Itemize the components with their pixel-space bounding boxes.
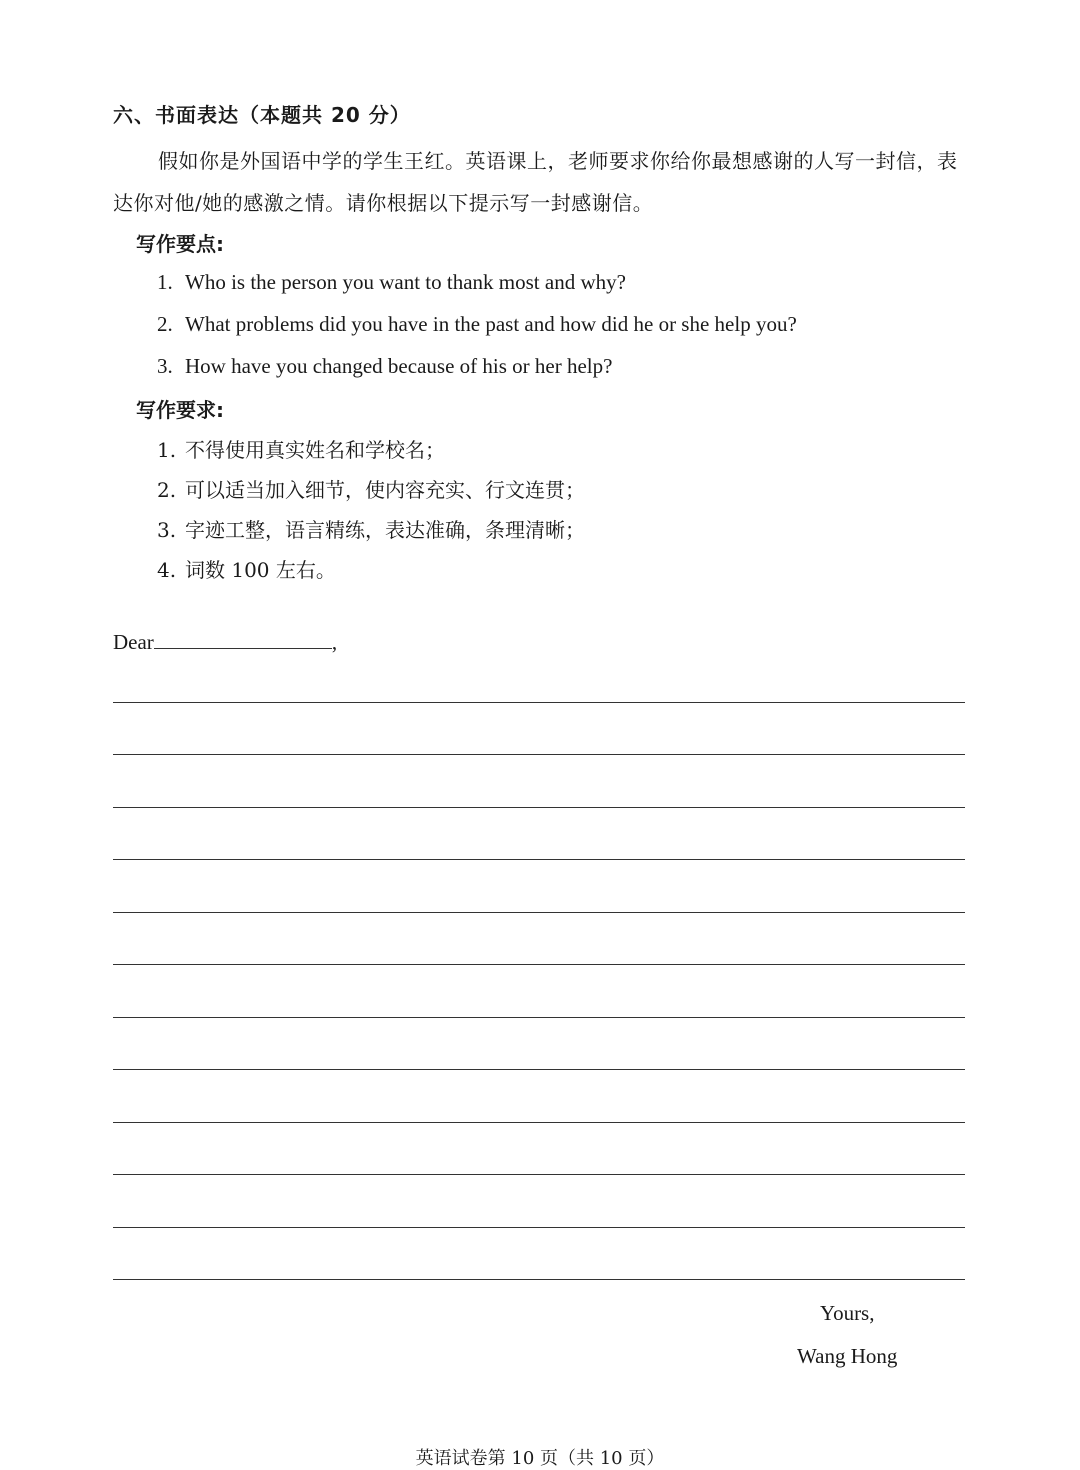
- writing-line[interactable]: [113, 1069, 965, 1070]
- writing-line[interactable]: [113, 964, 965, 965]
- letter-signature: Wang Hong: [797, 1344, 898, 1368]
- item-text: 可以适当加入细节，使内容充实、行文连贯；: [185, 478, 585, 502]
- item-text: What problems did you have in the past and how did he or she help you?: [185, 312, 797, 336]
- item-number: 1.: [157, 438, 177, 462]
- page-footer: 英语试卷第 10 页（共 10 页）: [415, 1448, 665, 1469]
- writing-line[interactable]: [113, 1174, 965, 1175]
- item-number: 4.: [157, 558, 177, 582]
- writing-line[interactable]: [113, 912, 965, 913]
- item-number: 3.: [157, 518, 177, 542]
- writing-line[interactable]: [113, 754, 965, 755]
- letter-salutation: [113, 630, 337, 655]
- key-points-heading: 写作要点:: [136, 232, 224, 256]
- key-point-item: [157, 312, 797, 337]
- writing-line[interactable]: [113, 859, 965, 860]
- item-text: 字迹工整，语言精练，表达准确，条理清晰；: [185, 518, 585, 542]
- item-text: 词数 100 左右。: [185, 558, 336, 582]
- key-point-item: [157, 270, 626, 295]
- item-text: Who is the person you want to thank most and why?: [185, 270, 626, 294]
- item-number: 2.: [157, 478, 177, 502]
- section-title: 六、书面表达（本题共 20 分）: [113, 103, 411, 127]
- salutation-comma: ,: [331, 630, 338, 654]
- requirement-item: [157, 554, 336, 583]
- item-text: 不得使用真实姓名和学校名；: [185, 438, 445, 462]
- requirements-heading: 写作要求:: [136, 398, 224, 422]
- task-intro: 假如你是外国语中学的学生王红。英语课上，老师要求你给你最想感谢的人写一封信，表达你对他/她的感激之情。请你根据以下提示写一封感谢信。: [113, 149, 958, 215]
- writing-line[interactable]: [113, 1227, 965, 1228]
- requirement-item: [157, 514, 585, 543]
- letter-closing: Yours,: [820, 1301, 875, 1325]
- item-number: 2.: [157, 312, 173, 336]
- writing-line[interactable]: [113, 1122, 965, 1123]
- salutation-text: Dear: [113, 630, 154, 654]
- key-point-item: [157, 354, 612, 379]
- requirement-item: [157, 434, 445, 463]
- requirement-item: [157, 474, 585, 503]
- writing-line[interactable]: [113, 702, 965, 703]
- recipient-blank[interactable]: [154, 630, 332, 649]
- writing-line[interactable]: [113, 1017, 965, 1018]
- item-text: How have you changed because of his or her help?: [185, 354, 613, 378]
- item-number: 1.: [157, 270, 173, 294]
- writing-line[interactable]: [113, 807, 965, 808]
- item-number: 3.: [157, 354, 173, 378]
- writing-line[interactable]: [113, 1279, 965, 1280]
